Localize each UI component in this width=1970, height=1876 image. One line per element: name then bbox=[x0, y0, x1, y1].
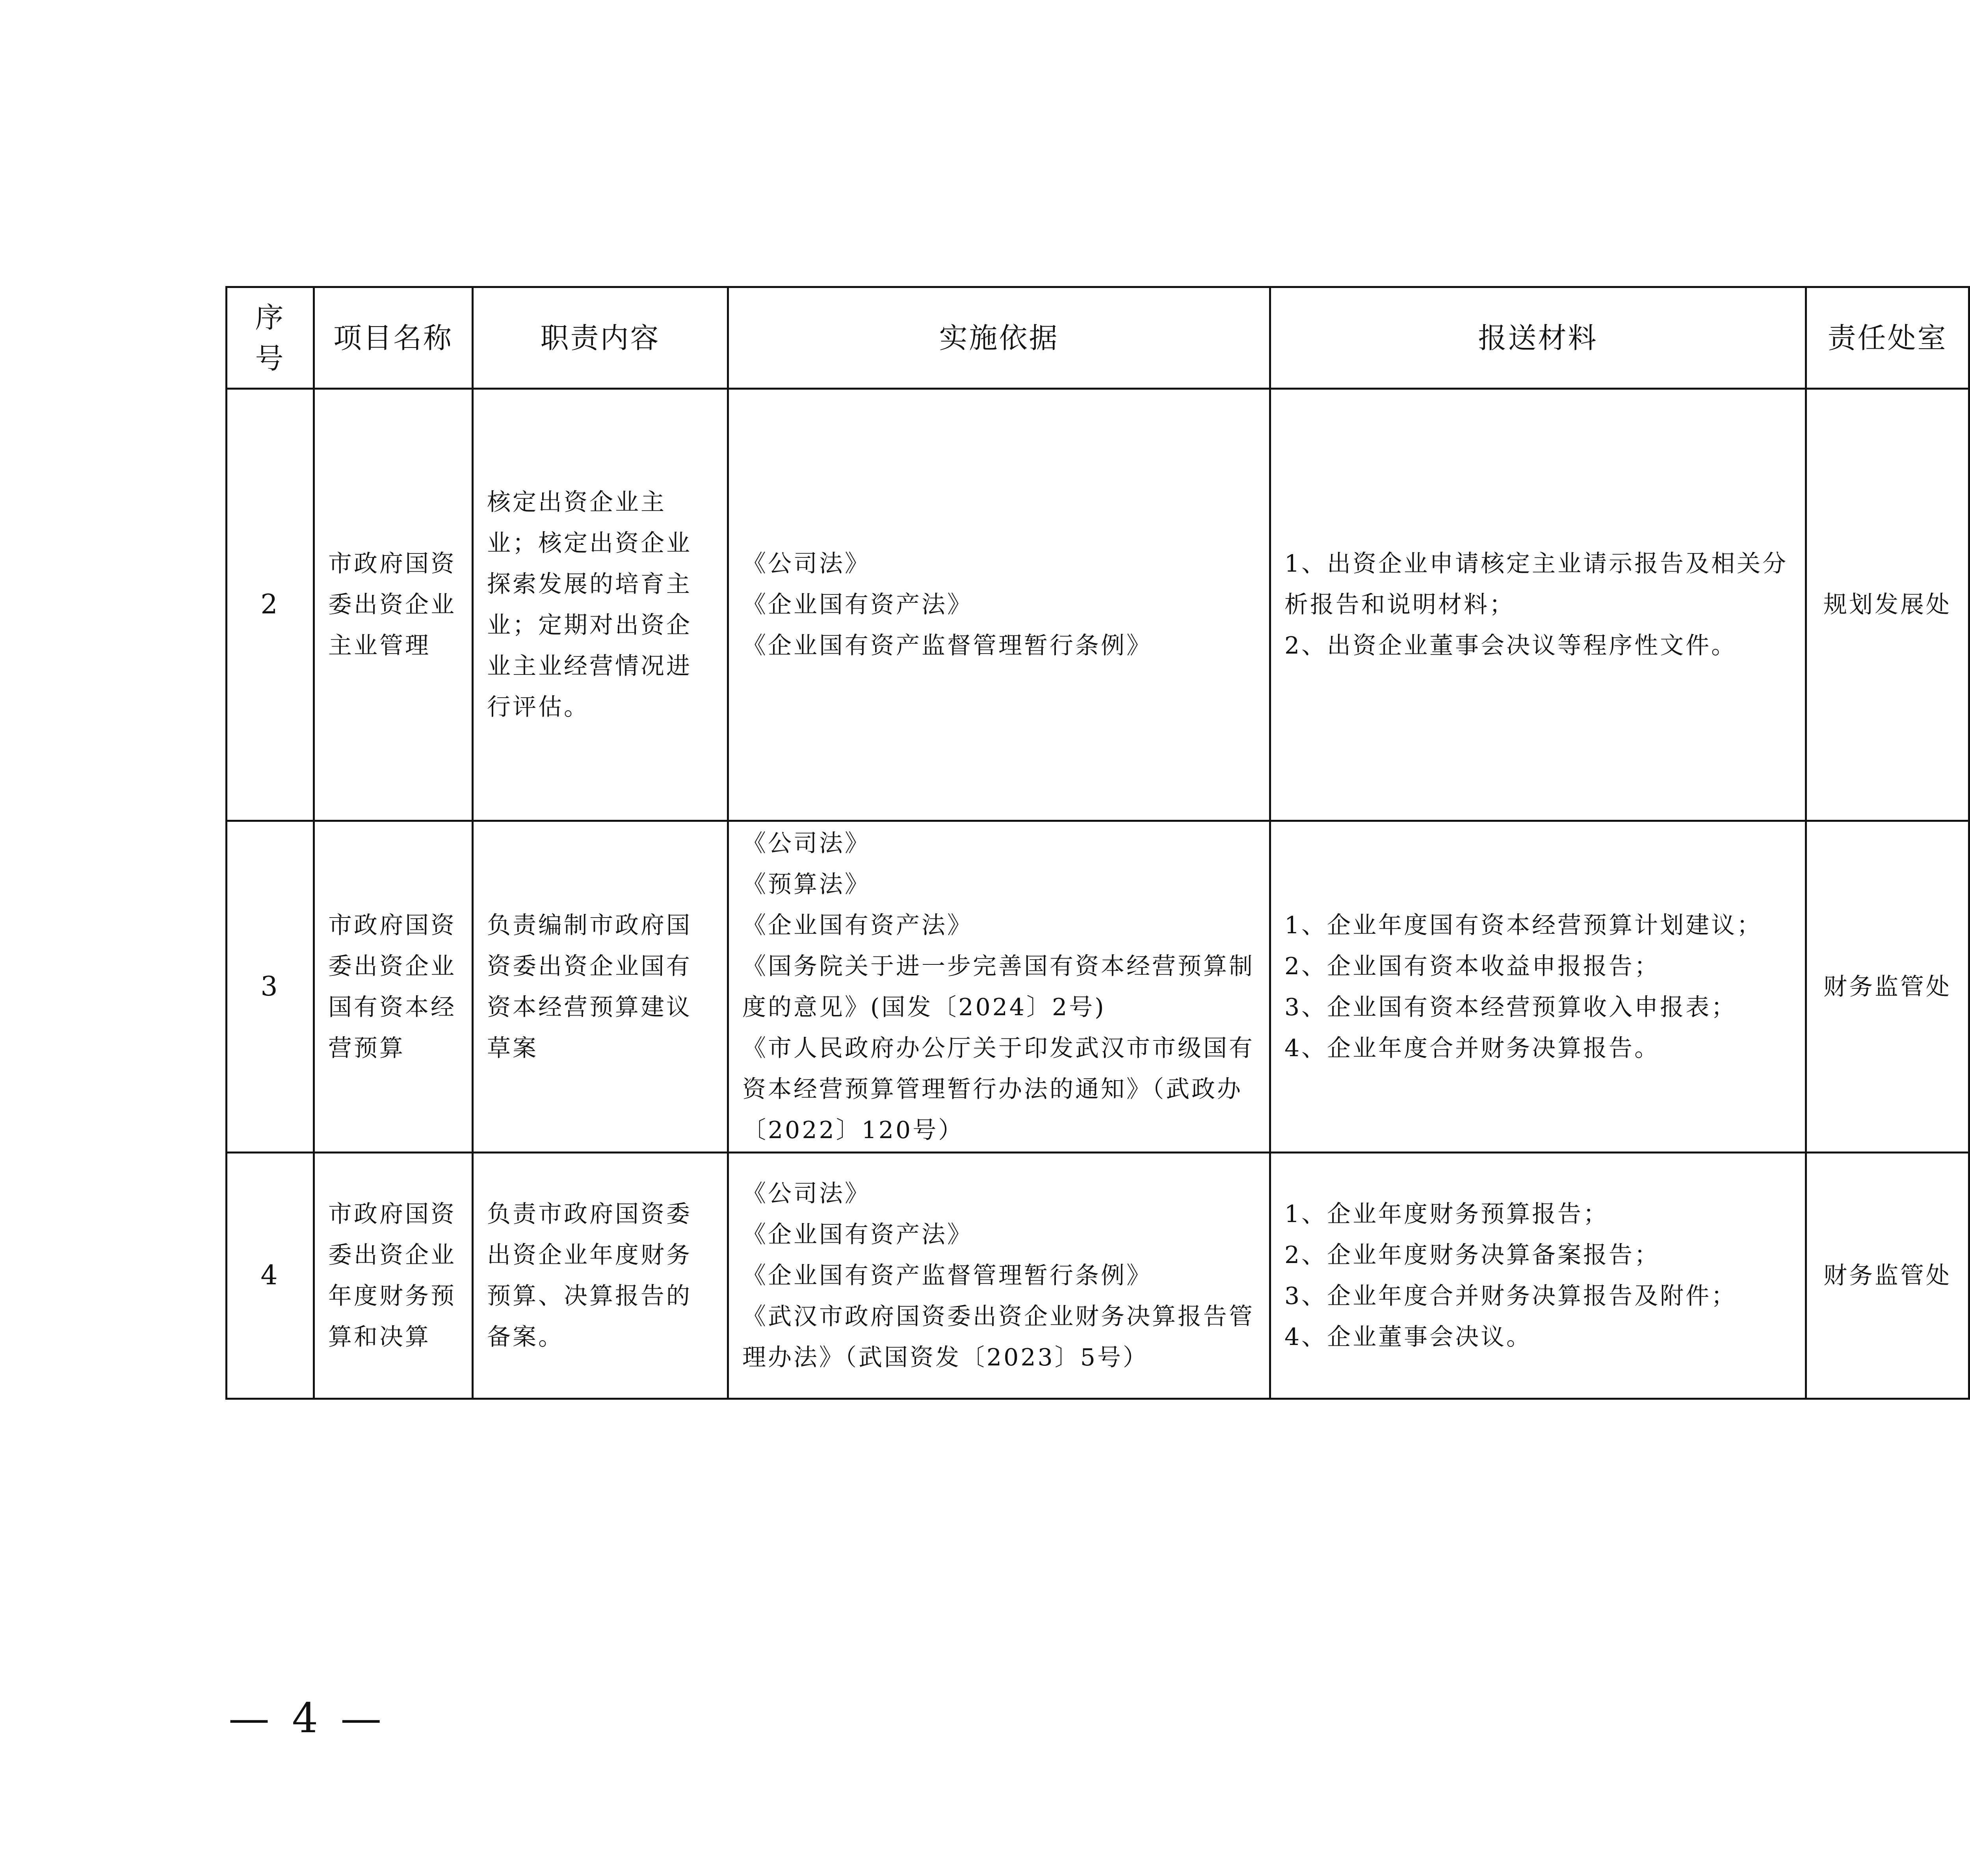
page-number: — 4 — bbox=[229, 1694, 387, 1742]
basis-line: 《公司法》 bbox=[742, 1180, 870, 1207]
row-department: 财务监管处 bbox=[1806, 821, 1969, 1153]
material-line: 2、出资企业董事会决议等程序性文件。 bbox=[1284, 632, 1737, 659]
header-duty-content: 职责内容 bbox=[473, 287, 728, 389]
basis-line: 《企业国有资产法》 bbox=[742, 591, 973, 619]
row-basis bbox=[728, 1153, 1270, 1399]
basis-line: 《公司法》 bbox=[742, 550, 870, 578]
row-basis bbox=[728, 821, 1270, 1153]
basis-line: 《市人民政府办公厅关于印发武汉市市级国有资本经营预算管理暂行办法的通知》（武政办〔2022〕120号） bbox=[742, 1034, 1254, 1144]
row-seq: 4 bbox=[227, 1153, 314, 1399]
basis-line: 《企业国有资产法》 bbox=[742, 911, 973, 939]
material-line: 1、企业年度国有资本经营预算计划建议； bbox=[1284, 911, 1763, 939]
table-row bbox=[227, 1153, 1970, 1399]
row-seq: 2 bbox=[227, 389, 314, 821]
row-project-name: 市政府国资委出资企业主业管理 bbox=[314, 389, 473, 821]
row-materials bbox=[1270, 389, 1806, 821]
header-materials: 报送材料 bbox=[1270, 287, 1806, 389]
row-project-name: 市政府国资委出资企业国有资本经营预算 bbox=[314, 821, 473, 1153]
row-project-name: 市政府国资委出资企业年度财务预算和决算 bbox=[314, 1153, 473, 1399]
material-line: 3、企业国有资本经营预算收入申报表； bbox=[1284, 993, 1737, 1021]
row-duty-content: 核定出资企业主业；核定出资企业探索发展的培育主业；定期对出资企业主业经营情况进行评估。 bbox=[473, 389, 728, 821]
row-seq: 3 bbox=[227, 821, 314, 1153]
basis-line: 《公司法》 bbox=[742, 829, 870, 857]
basis-line: 《企业国有资产监督管理暂行条例》 bbox=[742, 1262, 1152, 1289]
header-seq: 序号 bbox=[227, 287, 314, 389]
row-department: 财务监管处 bbox=[1806, 1153, 1969, 1399]
material-line: 1、出资企业申请核定主业请示报告及相关分析报告和说明材料； bbox=[1284, 550, 1788, 619]
row-department: 规划发展处 bbox=[1806, 389, 1969, 821]
row-basis bbox=[728, 389, 1270, 821]
material-line: 2、企业年度财务决算备案报告； bbox=[1284, 1241, 1660, 1269]
material-line: 4、企业董事会决议。 bbox=[1284, 1323, 1532, 1351]
row-materials bbox=[1270, 821, 1806, 1153]
row-materials bbox=[1270, 1153, 1806, 1399]
basis-line: 《武汉市政府国资委出资企业财务决算报告管理办法》（武国资发〔2023〕5号） bbox=[742, 1303, 1254, 1371]
material-line: 1、企业年度财务预算报告； bbox=[1284, 1200, 1609, 1228]
basis-line: 《预算法》 bbox=[742, 870, 870, 898]
table-header-row bbox=[227, 287, 1970, 389]
row-duty-content: 负责市政府国资委出资企业年度财务预算、决算报告的备案。 bbox=[473, 1153, 728, 1399]
material-line: 3、企业年度合并财务决算报告及附件； bbox=[1284, 1282, 1737, 1310]
material-line: 4、企业年度合并财务决算报告。 bbox=[1284, 1034, 1660, 1062]
basis-line: 《企业国有资产法》 bbox=[742, 1221, 973, 1248]
table-row bbox=[227, 821, 1970, 1153]
table-row bbox=[227, 389, 1970, 821]
basis-line: 《国务院关于进一步完善国有资本经营预算制度的意见》(国发〔2024〕2号) bbox=[742, 952, 1254, 1021]
duty-table bbox=[225, 286, 1970, 1400]
header-basis: 实施依据 bbox=[728, 287, 1270, 389]
header-project-name: 项目名称 bbox=[314, 287, 473, 389]
basis-line: 《企业国有资产监督管理暂行条例》 bbox=[742, 632, 1152, 659]
material-line: 2、企业国有资本收益申报报告； bbox=[1284, 952, 1660, 980]
row-duty-content: 负责编制市政府国资委出资企业国有资本经营预算建议草案 bbox=[473, 821, 728, 1153]
header-department: 责任处室 bbox=[1806, 287, 1969, 389]
